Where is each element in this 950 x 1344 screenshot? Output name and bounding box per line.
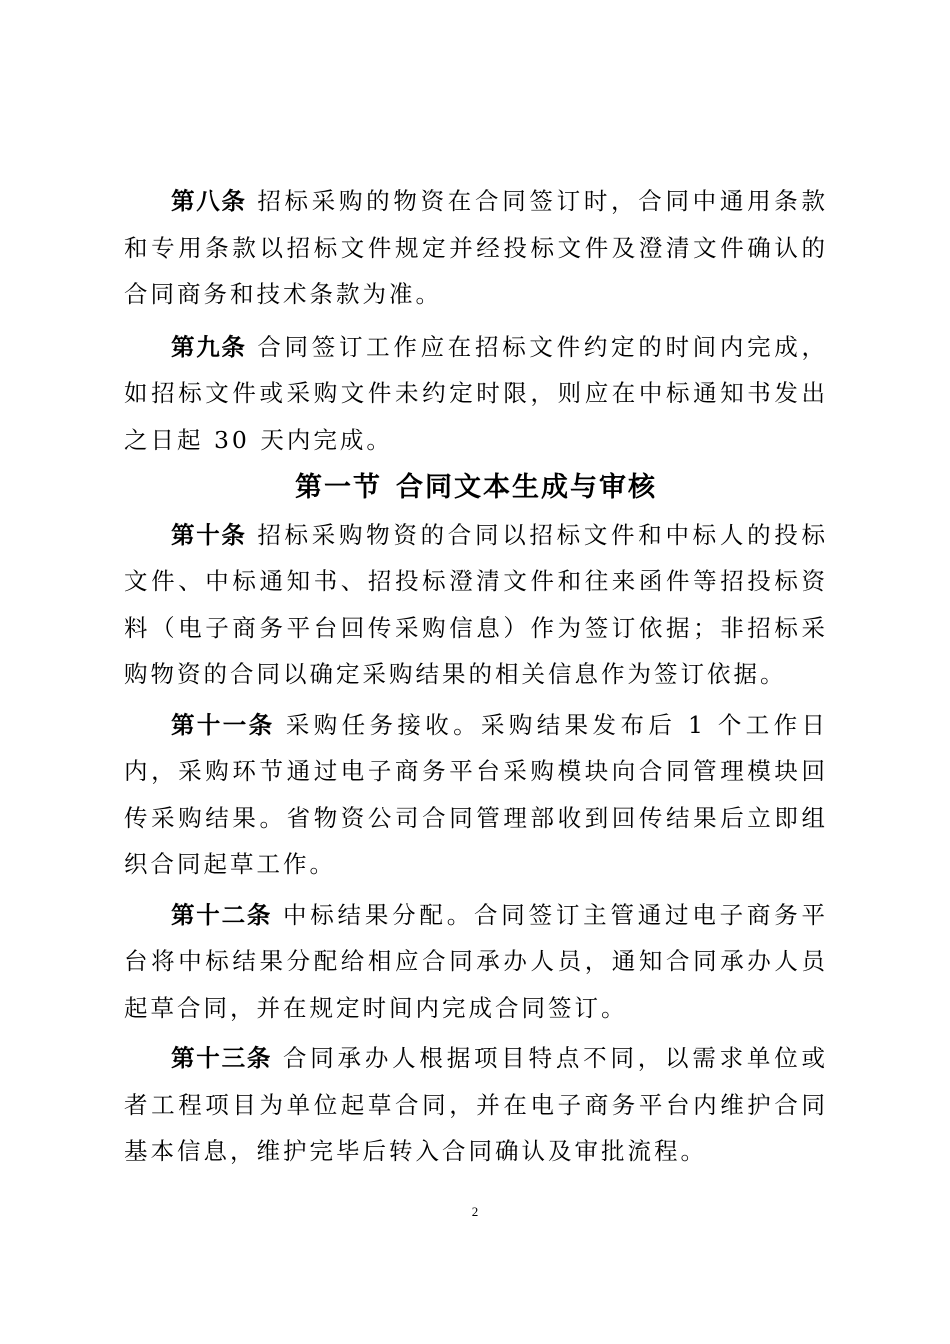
document-body bbox=[124, 178, 828, 1175]
article-number: 第十条 bbox=[171, 520, 247, 549]
section-title: 合同文本生成与审核 bbox=[396, 472, 657, 503]
article-text: 采购任务接收。采购结果发布后 1 个工作日内，采购环节通过电子商务平台采购模块向合同管理模块回传采购结果。省物资公司合同管理部收到回传结果后立即组织合同起草工作。 bbox=[124, 710, 828, 878]
article-number: 第十三条 bbox=[171, 1044, 273, 1072]
article-12 bbox=[124, 892, 828, 1032]
article-text: 合同承办人根据项目特点不同，以需求单位或者工程项目为单位起草合同，并在电子商务平台内维护合同基本信息，维护完毕后转入合同确认及审批流程。 bbox=[124, 1044, 829, 1165]
article-8 bbox=[124, 178, 828, 318]
article-number: 第九条 bbox=[171, 332, 247, 361]
article-number: 第八条 bbox=[171, 187, 247, 215]
article-text: 招标采购的物资在合同签订时，合同中通用条款和专用条款以招标文件规定并经投标文件及澄清文件确认的合同商务和技术条款为准。 bbox=[124, 187, 828, 308]
article-number: 第十一条 bbox=[171, 710, 275, 739]
article-9 bbox=[124, 324, 828, 464]
section-heading bbox=[124, 465, 828, 512]
article-13 bbox=[124, 1035, 828, 1175]
article-text: 招标采购物资的合同以招标文件和中标人的投标文件、中标通知书、招投标澄清文件和往来函件等招投标资料（电子商务平台回传采购信息）作为签订依据；非招标采购物资的合同以确定采购结果的相关信息作为签订依据。 bbox=[124, 520, 828, 688]
article-text: 合同签订工作应在招标文件约定的时间内完成，如招标文件或采购文件未约定时限，则应在中标通知书发出之日起 30 天内完成。 bbox=[124, 332, 828, 454]
article-number: 第十二条 bbox=[171, 900, 273, 929]
page-number: 2 bbox=[471, 1204, 479, 1219]
article-10 bbox=[124, 512, 828, 698]
article-11 bbox=[124, 702, 828, 888]
article-text: 中标结果分配。合同签订主管通过电子商务平台将中标结果分配给相应合同承办人员，通知合同承办人员起草合同，并在规定时间内完成合同签订。 bbox=[124, 900, 829, 1022]
section-number: 第一节 bbox=[295, 472, 382, 503]
